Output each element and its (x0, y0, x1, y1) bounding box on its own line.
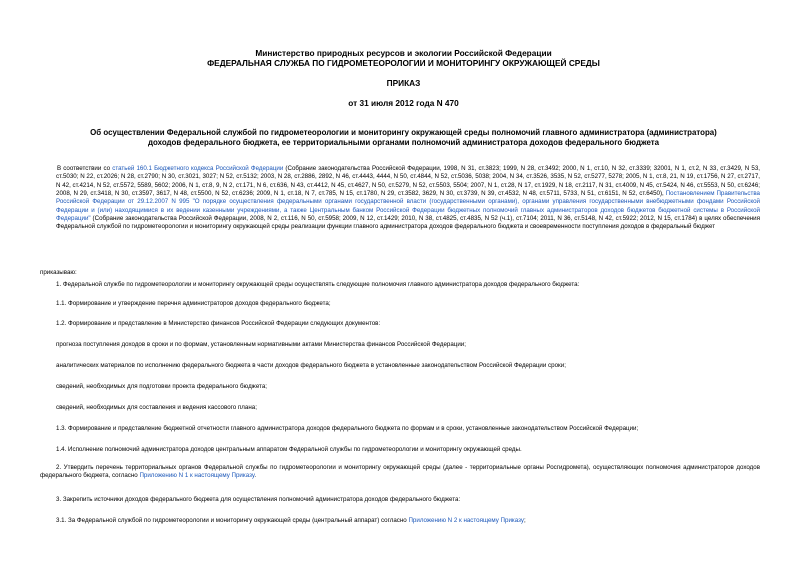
preamble-text-2: (Собрание законодательства Российской Федерации, 1998, N 31, ст.3823; 1999, N 28, ст.3492; 2000, N 1, ст.10, N 32, ст.3339; 32001, N 1, ст.2, N 33, ст.3429, N 53, ст.5030; N 22, ст.2026; N 28, ст.2790; N 30, ст.3021, 3027; N 52, ст.5132; 2003, N 28, ст.2886, 2892, N 46, ст.4443, 4444, N 50, ст.4844, N 52, ст.5036, 5038; 2004, N 34, ст.3526, 3535, N 52, ст.5277, 5278; 2005, N 1, ст.8, 21, N 19, ст.1756, N 27, ст.2717, N 42, ст.4214, N 52, ст.5572, 5589, 5602; 2006, N 1, ст.8, 9, N 2, ст.171, N 6, ст.636, N 43, ст.4412, N 45, ст.4627, N 50, ст.5279, N 52, ст.5503, 5504; 2007, N 1, ст.28, N 17, ст.1929, N 18, ст.2117, N 31, ст.4009, N 45, ст.5424, N 46, ст.5553, N 50, ст.6246; 2008, N 29, ст.3418, N 30, ст.3597, 3617, N 48, ст.5500, N 52, ст.6236; 2009, N 1, ст.18, N 7, ст.785, N 15, ст.1780, N 29, ст.3582, 3629, N 30, ст.3739, N 39, ст.4532, N 48, ст.5711, 5733, N 51, ст.6151, N 52, ст.6450), (56, 165, 760, 198)
preamble-text-1: В соответствии со (57, 165, 113, 172)
item-3-1-text-2: ; (523, 517, 526, 524)
appendix-2-link[interactable]: Приложению N 2 к настоящему Приказу (408, 517, 524, 524)
item-3: 3. Закрепить источники доходов федерального бюджета для осуществления полномочий администратора доходов федерального бюджета: (56, 496, 461, 503)
preamble-paragraph (56, 165, 760, 259)
item-1-2: 1.2. Формирование и представление в Министерство финансов Российской Федерации следующих документов: (56, 320, 381, 327)
document-date-number: от 31 июля 2012 года N 470 (348, 98, 459, 108)
appendix-1-link[interactable]: Приложению N 1 к настоящему Приказу (139, 472, 255, 480)
document-item-forecast: прогноза поступления доходов в сроки и по формам, установленным нормативными актами Министерства финансов Российской Федерации; (56, 341, 466, 348)
service-name: ФЕДЕРАЛЬНАЯ СЛУЖБА ПО ГИДРОМЕТЕОРОЛОГИИ И МОНИТОРИНГУ ОКРУЖАЮЩЕЙ СРЕДЫ (207, 58, 600, 68)
item-1-4: 1.4. Исполнение полномочий администратора доходов центральным аппаратом Федеральной службы по гидрометеорологии и мониторингу окружающей среды. (56, 446, 522, 453)
item-2 (40, 464, 760, 482)
budget-code-link[interactable]: статьей 160.1 Бюджетного кодекса Российской Федерации (112, 165, 284, 172)
item-1-3: 1.3. Формирование и представление бюджетной отчетности главного администратора доходов федерального бюджета по формам и в сроки, установленные законодательством Российской Федерации; (56, 425, 639, 432)
item-2-text-2: . (254, 472, 257, 480)
document-type: ПРИКАЗ (386, 78, 421, 88)
preamble-text-3: (Собрание законодательства Российской Федерации, 2008, N 2, ст.116, N 50, ст.5958; 2009, N 12, ст.1429; 2010, N 38, ст.4825, ст.4835, N 52 (ч.1), ст.7104; 2011, N 36, ст.5148, N 42, ст.5922; 2012, N 15, ст.1784) в целях обеспечения Федеральной службой по гидрометеорологии и мониторингу окружающей среды реализации функции главного администратора доходов федерального бюджета и своевременности поступления доходов в федеральный бюджет (56, 215, 760, 231)
order-word: приказываю: (40, 269, 77, 276)
item-3-1-text-1: 3.1. За Федеральной службой по гидрометеорологии и мониторингу окружающей среды (центральный аппарат) согласно (56, 517, 409, 524)
item-1: 1. Федеральной службе по гидрометеорологии и мониторингу окружающей среды осуществлять следующие полномочия главного администратора доходов федерального бюджета: (56, 281, 580, 288)
document-title-line1: Об осуществлении Федеральной службой по гидрометеорологии и мониторингу окружающей среды полномочий главного администратора (администратора) (90, 128, 717, 137)
item-3-1 (56, 517, 526, 525)
item-2-text-1: 2. Утвердить перечень территориальных органов Федеральной службы по гидрометеорологии и мониторингу окружающей среды (далее - территориальные органы Росгидромета), осуществляющих полномочия администраторов доходов федерального бюджета, согласно (40, 464, 760, 480)
document-title-line2: доходов федерального бюджета, ее территориальными органами полномочий администратора доходов федерального бюджета (148, 138, 659, 147)
document-item-budget-draft: сведений, необходимых для подготовки проекта федерального бюджета; (56, 383, 267, 390)
government-decree-link[interactable]: Постановлением Правительства Российской Федерации от 29.12.2007 N 995 "О порядке осуществления федеральными органами государственной власти (государственными органами), органами управления государственными внебюджетными фондами Российской Федерации и (или) находящимися в их ведении казенными учреждениями, а также Центральным банком Российской Федерации бюджетных полномочий главных администраторов доходов бюджетов бюджетной системы в Российской Федерации" (56, 190, 760, 223)
document-item-analytics: аналитических материалов по исполнению федерального бюджета в части доходов федерального бюджета в установленные законодательством Российской Федерации сроки; (56, 362, 566, 369)
document-item-cash-plan: сведений, необходимых для составления и ведения кассового плана; (56, 404, 257, 411)
item-1-1: 1.1. Формирование и утверждение перечня администраторов доходов федерального бюджета; (56, 300, 331, 307)
ministry-name: Министерство природных ресурсов и экологии Российской Федерации (255, 48, 552, 58)
